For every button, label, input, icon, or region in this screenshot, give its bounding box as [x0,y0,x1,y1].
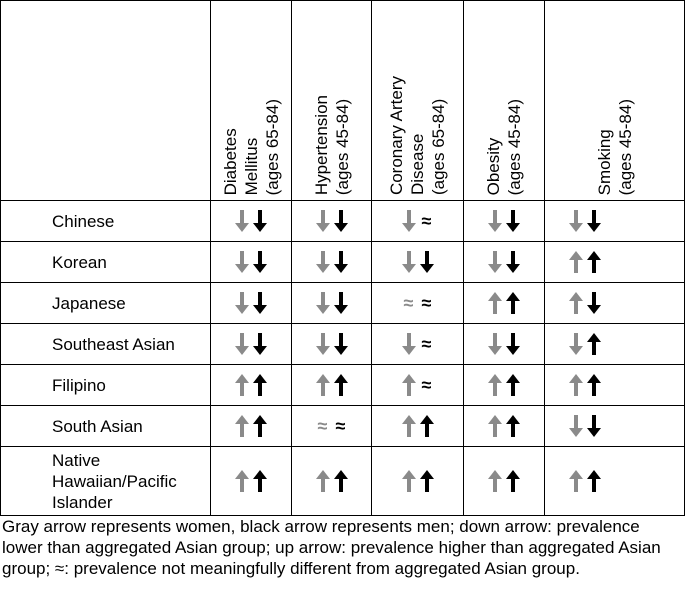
men-down-arrow-icon [586,415,602,437]
men-down-arrow-icon [505,333,521,355]
table-cell [372,324,463,364]
table-cell [372,201,463,241]
column-header-label: Coronary Artery Disease (ages 65-84) [387,75,448,195]
women-up-arrow-icon [234,470,250,492]
women-down-arrow-icon [234,292,250,314]
row-label-korean: Korean [52,252,107,272]
women-down-arrow-icon [487,210,503,232]
men-up-arrow-icon [505,415,521,437]
men-up-arrow-icon [586,470,602,492]
men-down-arrow-icon [505,210,521,232]
men-down-arrow-icon [333,333,349,355]
column-header-smoking [545,0,684,201]
men-up-arrow-icon [586,374,602,396]
women-down-arrow-icon [568,333,584,355]
row-label-native-hawaiian-pacific-islander: Native Hawaiian/Pacific Islander [52,450,177,512]
men-down-arrow-icon [252,333,268,355]
column-header-label: Smoking (ages 45-84) [594,98,635,195]
table-cell [211,447,291,515]
men-down-arrow-icon [252,251,268,273]
table-cell [545,242,625,282]
men-approx-equal-icon: ≈ [421,375,432,395]
table-cell [211,283,291,323]
table-cell [464,242,544,282]
women-down-arrow-icon [315,210,331,232]
men-up-arrow-icon [586,251,602,273]
women-up-arrow-icon [315,374,331,396]
women-approx-equal-icon: ≈ [317,416,328,436]
table-cell [545,201,625,241]
row-label-japanese: Japanese [52,293,126,313]
men-up-arrow-icon [505,292,521,314]
column-header-label: Hypertension (ages 45-84) [311,94,352,195]
table-cell [211,242,291,282]
table-cell [292,283,371,323]
men-up-arrow-icon [586,333,602,355]
women-down-arrow-icon [401,251,417,273]
women-up-arrow-icon [234,374,250,396]
table-cell [211,406,291,446]
table-cell [464,447,544,515]
table-cell [545,324,625,364]
men-down-arrow-icon [333,292,349,314]
table-cell [464,283,544,323]
women-down-arrow-icon [315,292,331,314]
table-cell [292,242,371,282]
women-up-arrow-icon [401,415,417,437]
women-down-arrow-icon [315,251,331,273]
table-cell [372,242,463,282]
women-down-arrow-icon [487,333,503,355]
men-up-arrow-icon [333,470,349,492]
women-up-arrow-icon [234,415,250,437]
women-up-arrow-icon [487,470,503,492]
table-cell [464,406,544,446]
men-down-arrow-icon [586,292,602,314]
men-down-arrow-icon [252,292,268,314]
women-down-arrow-icon [315,333,331,355]
column-header-label: Diabetes Mellitus (ages 65-84) [220,98,282,195]
men-approx-equal-icon: ≈ [421,334,432,354]
men-up-arrow-icon [419,415,435,437]
column-header-hypertension [292,0,371,201]
women-down-arrow-icon [234,251,250,273]
women-up-arrow-icon [568,470,584,492]
men-up-arrow-icon [333,374,349,396]
women-down-arrow-icon [234,210,250,232]
men-up-arrow-icon [252,374,268,396]
column-header-label: Obesity (ages 45-84) [484,98,524,195]
column-header-obesity [464,0,544,201]
men-up-arrow-icon [252,415,268,437]
row-label-southeast-asian: Southeast Asian [52,334,175,354]
row-label-chinese: Chinese [52,211,115,231]
women-up-arrow-icon [487,292,503,314]
women-up-arrow-icon [568,374,584,396]
table-cell [545,406,625,446]
table-cell [372,406,463,446]
men-up-arrow-icon [505,470,521,492]
table-cell [464,324,544,364]
women-down-arrow-icon [568,210,584,232]
women-up-arrow-icon [401,374,417,396]
table-cell [372,365,463,405]
men-down-arrow-icon [505,251,521,273]
table-cell [372,447,463,515]
row-label-filipino: Filipino [52,375,106,395]
women-down-arrow-icon [487,251,503,273]
table-border-left [0,0,1,516]
table-cell [292,201,371,241]
women-up-arrow-icon [401,470,417,492]
table-cell [292,365,371,405]
women-up-arrow-icon [315,470,331,492]
men-up-arrow-icon [419,470,435,492]
women-up-arrow-icon [487,374,503,396]
table-cell [545,365,625,405]
men-approx-equal-icon: ≈ [335,416,346,436]
women-up-arrow-icon [568,292,584,314]
men-up-arrow-icon [252,470,268,492]
column-header-coronary-artery-disease [372,0,463,201]
men-approx-equal-icon: ≈ [421,293,432,313]
table-cell [545,447,625,515]
women-down-arrow-icon [401,210,417,232]
men-down-arrow-icon [333,210,349,232]
table-cell [292,406,371,446]
table-cell [211,201,291,241]
women-up-arrow-icon [568,251,584,273]
women-down-arrow-icon [401,333,417,355]
men-down-arrow-icon [586,210,602,232]
men-up-arrow-icon [505,374,521,396]
men-down-arrow-icon [333,251,349,273]
men-down-arrow-icon [419,251,435,273]
table-cell [464,365,544,405]
table-cell [292,324,371,364]
men-approx-equal-icon: ≈ [421,211,432,231]
women-approx-equal-icon: ≈ [403,293,414,313]
women-up-arrow-icon [487,415,503,437]
table-cell [372,283,463,323]
women-down-arrow-icon [568,415,584,437]
row-label-south-asian: South Asian [52,416,143,436]
table-cell [545,283,625,323]
table-cell [211,365,291,405]
table-cell [211,324,291,364]
men-down-arrow-icon [252,210,268,232]
table-cell [292,447,371,515]
column-header-diabetes [211,0,291,201]
table-cell [464,201,544,241]
women-down-arrow-icon [234,333,250,355]
table-caption: Gray arrow represents women, black arrow represents men; down arrow: prevalence lower than aggregated Asian group; up arrow: prevalence higher than aggregated Asian group; ≈: prevalence not meaningfully different from aggregated Asian group. [2,517,661,578]
